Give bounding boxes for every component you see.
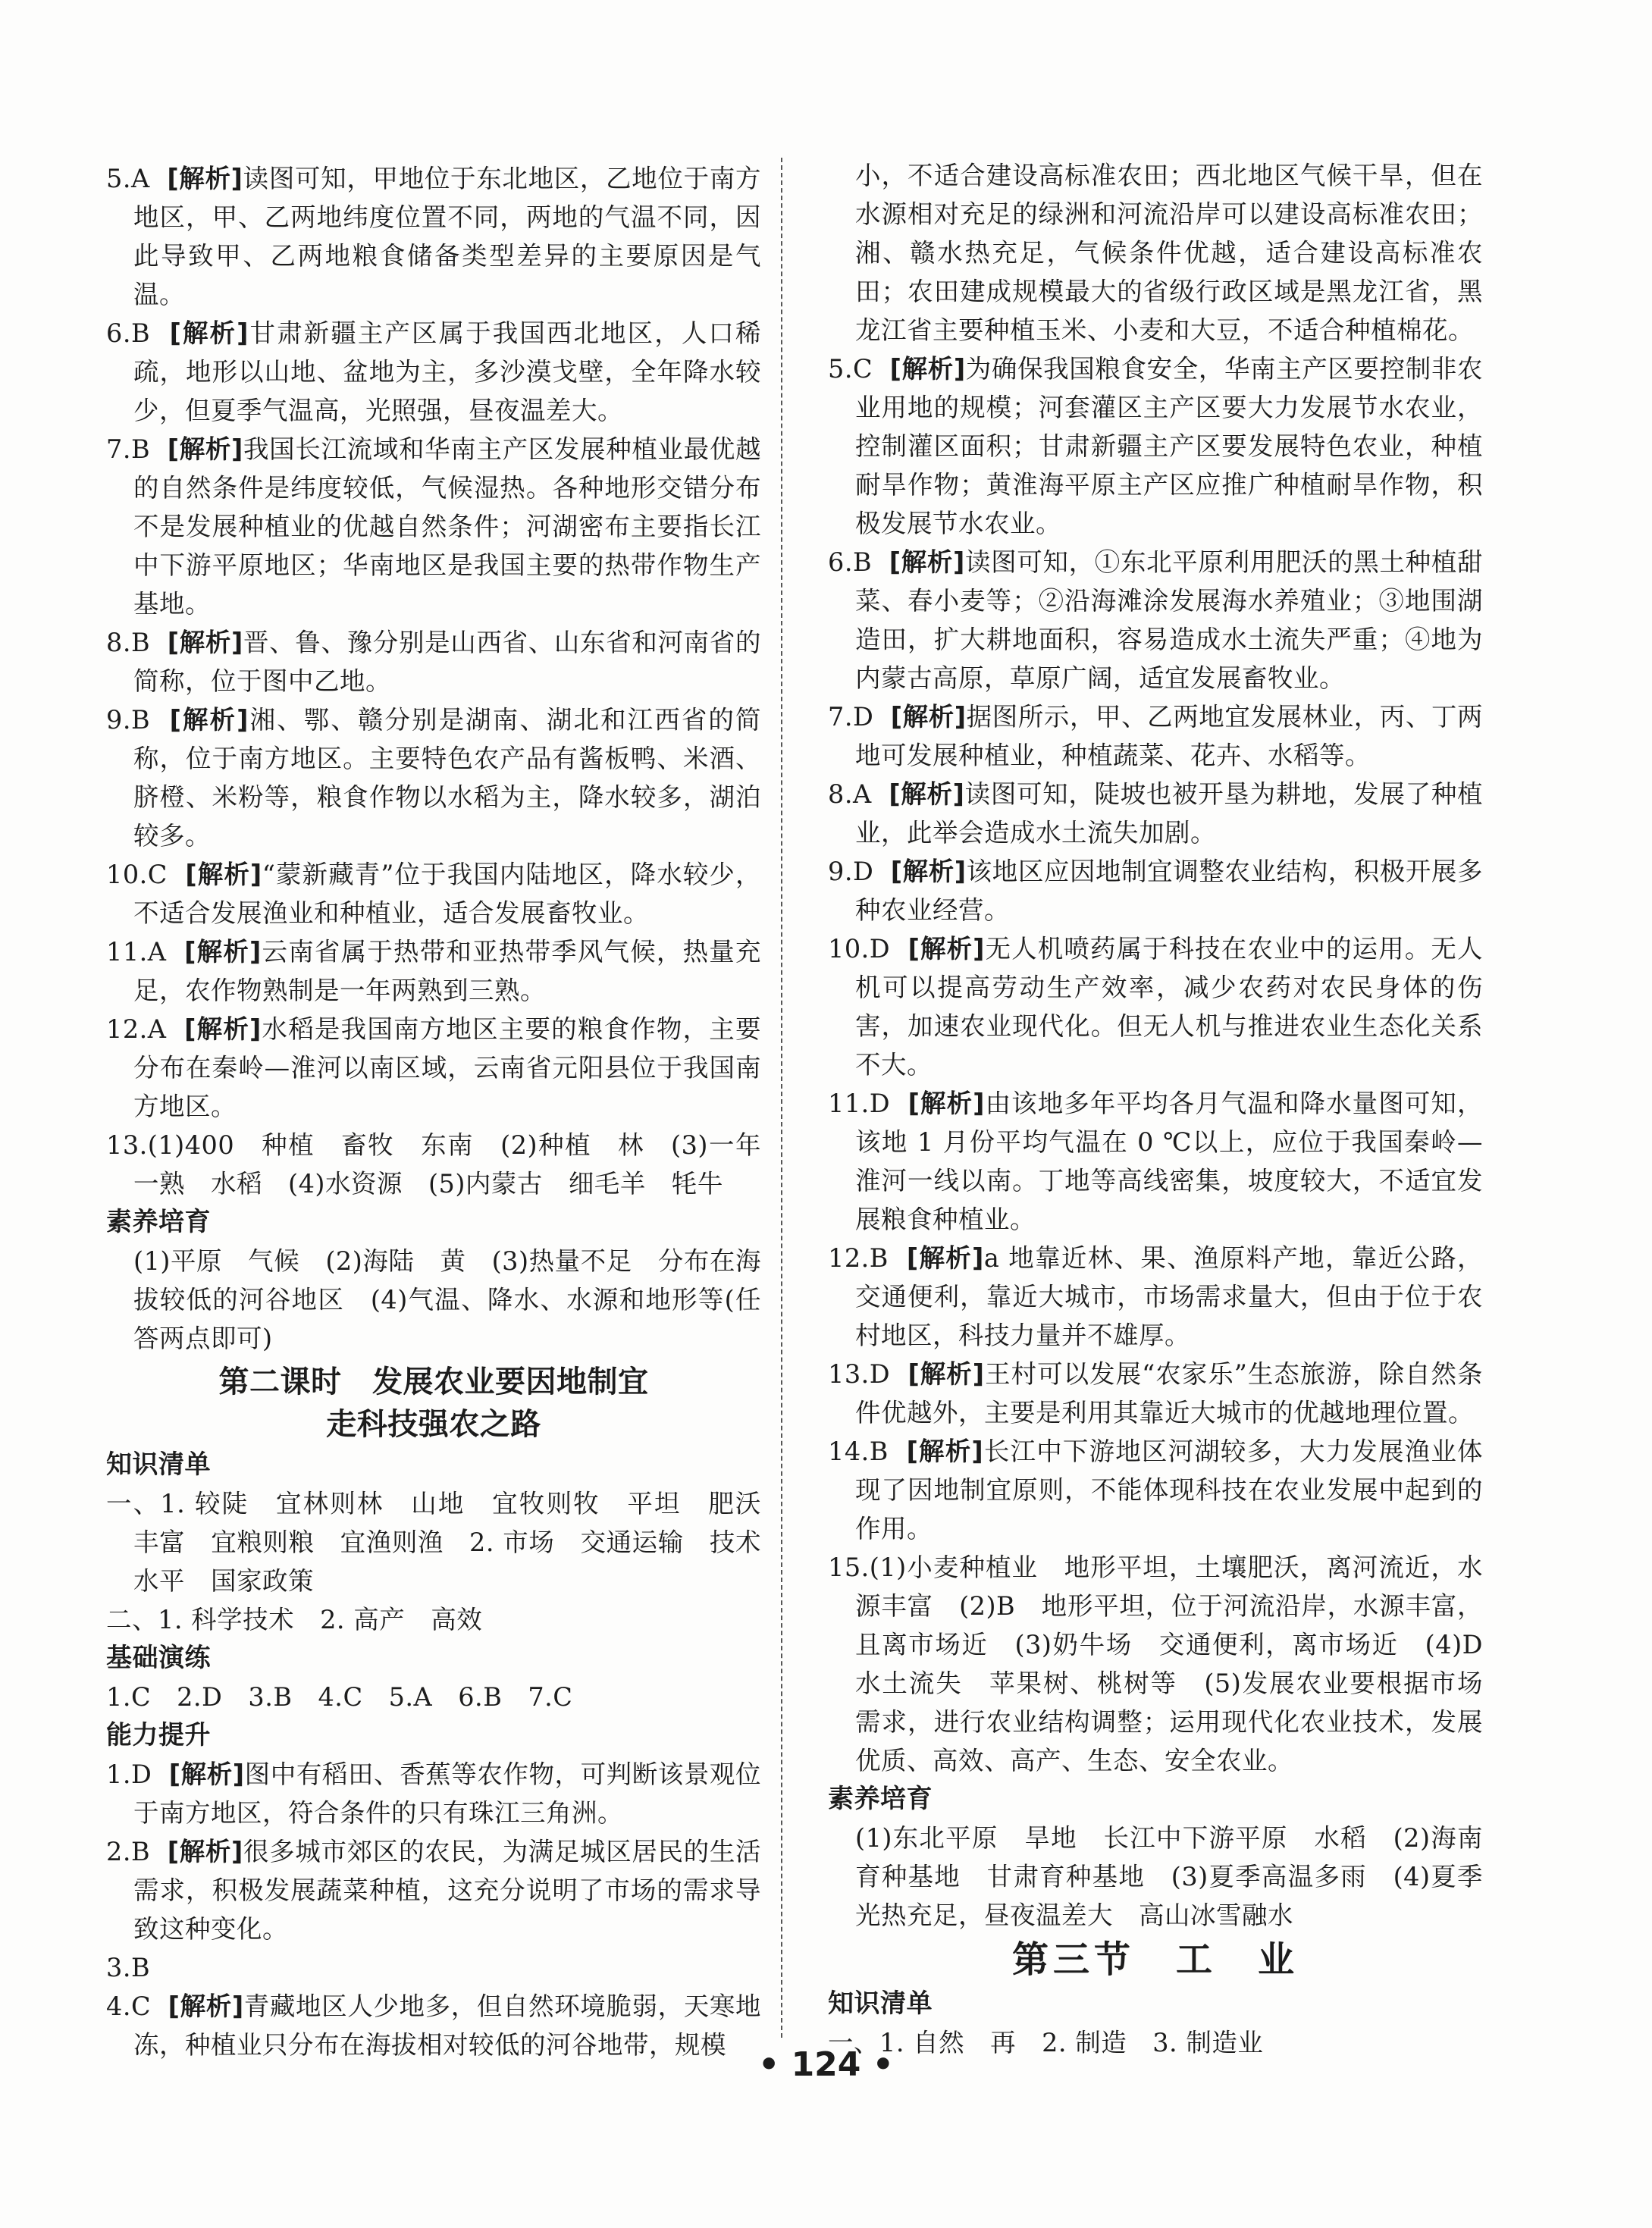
nengli-item-13: 13.D [解析]王村可以发展“农家乐”生态旅游，除自然条件优越外，主要是利用其靠近大城市的优越地理位置。 [828, 1359, 1483, 1427]
nengli-item-4: 4.C [解析]青藏地区人少地多，但自然环境脆弱，天寒地冻，种植业只分布在海拔相对较低的河谷地带，规模 [106, 1991, 762, 2060]
nengli-item-8: 8.A [解析]读图可知，陡坡也被开垦为耕地，发展了种植业，此举会造成水土流失加剧。 [828, 779, 1483, 848]
suyang-answers-right: (1)东北平原 旱地 长江中下游平原 水稻 (2)海南育种基地 甘肃育种基地 (3)夏季高温多雨 (4)夏季光热充足，昼夜温差大 高山冰雪融水 [855, 1823, 1483, 1930]
zhishi-item-2: 二、1. 科学技术 2. 高产 高效 [106, 1605, 483, 1634]
section-head-nengli: 能力提升 [106, 1720, 211, 1750]
section-head-zhishi: 知识清单 [106, 1449, 211, 1480]
nengli-item-12: 12.B [解析]a 地靠近林、果、渔原料产地，靠近公路，交通便利，靠近大城市，市场需求量大，但由于位于农村地区，科技力量并不雄厚。 [828, 1243, 1483, 1350]
answer-item-6: 6.B [解析]甘肃新疆主产区属于我国西北地区，人口稀疏，地形以山地、盆地为主，多沙漠戈壁，全年降水较少，但夏季气温高，光照强，昼夜温差大。 [106, 318, 761, 425]
section-head-zhishi-right: 知识清单 [828, 1988, 933, 2019]
lesson-title-line1: 第二课时 发展农业要因地制宜 [218, 1365, 649, 1399]
answer-item-10: 10.C [解析]“蒙新藏青”位于我国内陆地区，降水较少，不适合发展渔业和种植业，适合发展畜牧业。 [106, 860, 761, 928]
page-number: • 124 • [758, 2045, 894, 2084]
jichu-answers: 1.C 2.D 3.B 4.C 5.A 6.B 7.C [106, 1682, 573, 1712]
nengli-item-5: 5.C [解析]为确保我国粮食安全，华南主产区要控制非农业用地的规模；河套灌区主产区要大力发展节水农业，控制灌区面积；甘肃新疆主产区要发展特色农业，种植耐旱作物；黄淮海平原主产区应推广种植耐旱作物，积极发展节水农业。 [828, 354, 1484, 538]
nengli-item-6: 6.B [解析]读图可知，①东北平原利用肥沃的黑土种植甜菜、春小麦等；②沿海滩涂发展海水养殖业；③地围湖造田，扩大耕地面积，容易造成水土流失严重；④地为内蒙古高原，草原广阔，适宜发展畜牧业。 [828, 547, 1484, 693]
nengli-item-7: 7.D [解析]据图所示，甲、乙两地宜发展林业，丙、丁两地可发展种植业，种植蔬菜、花卉、水稻等。 [828, 702, 1483, 770]
answer-item-7: 7.B [解析]我国长江流域和华南主产区发展种植业最优越的自然条件是纬度较低，气候湿热。各种地形交错分布不是发展种植业的优越自然条件；河湖密布主要指长江中下游平原地区；华南地区是我国主要的热带作物生产基地。 [106, 434, 762, 619]
section-title: 第三节 工 业 [1011, 1938, 1299, 1981]
answer-item-9: 9.B [解析]湘、鄂、赣分别是湖南、湖北和江西省的简称，位于南方地区。主要特色农产品有酱板鸭、米酒、脐橙、米粉等，粮食作物以水稻为主，降水较多，湖泊较多。 [106, 705, 761, 851]
answer-item-12: 12.A [解析]水稻是我国南方地区主要的粮食作物，主要分布在秦岭—淮河以南区域，云南省元阳县位于我国南方地区。 [106, 1014, 761, 1121]
section-head-suyang-right: 素养培育 [828, 1784, 933, 1814]
zhishi-item-1: 一、1. 较陡 宜林则林 山地 宜牧则牧 平坦 肥沃 丰富 宜粮则粮 宜渔则渔 2. 市场 交通运输 技术水平 国家政策 [106, 1489, 787, 1596]
section-head-jichu: 基础演练 [106, 1643, 211, 1673]
zhishi-item-right-1: 一、1. 自然 再 2. 制造 3. 制造业 [828, 2028, 1264, 2057]
nengli-item-15: 15.(1)小麦种植业 地形平坦，土壤肥沃，离河流近，水源丰富 (2)B 地形平坦，位于河流沿岸，水源丰富，且离市场近 (3)奶牛场 交通便利，离市场近 (4)D 水土流失 苹果树、桃树等 (5)发展农业要根据市场需求，进行农业结构调整；运用现代化农业技术，发展优质、高效、高产、生态、安全农业。 [828, 1553, 1509, 1775]
nengli-item-11: 11.D [解析]由该地多年平均各月气温和降水量图可知，该地 1 月份平均气温在 0 ℃以上，应位于我国秦岭—淮河一线以南。丁地等高线密集，坡度较大，不适宜发展粮食种植业。 [828, 1089, 1484, 1234]
left-column [106, 159, 787, 2064]
nengli-item-10: 10.D [解析]无人机喷药属于科技在农业中的运用。无人机可以提高劳动生产效率，减少农药对农民身体的伤害，加速农业现代化。但无人机与推进农业生态化关系不大。 [828, 934, 1484, 1080]
section-head-suyang: 素养培育 [106, 1207, 211, 1237]
nengli-item-4-continued: 小，不适合建设高标准农田；西北地区气候干旱，但在水源相对充足的绿洲和河流沿岸可以建设高标准农田；湘、赣水热充足，气候条件优越，适合建设高标准农田；农田建成规模最大的省级行政区域是黑龙江省，黑龙江省主要种植玉米、小麦和大豆，不适合种植棉花。 [855, 161, 1483, 345]
right-column [828, 156, 1509, 2062]
nengli-item-14: 14.B [解析]长江中下游地区河湖较多，大力发展渔业体现了因地制宜原则，不能体现科技在农业发展中起到的作用。 [828, 1437, 1483, 1543]
answer-item-13: 13.(1)400 种植 畜牧 东南 (2)种植 林 (3)一年一熟 水稻 (4)水资源 (5)内蒙古 细毛羊 牦牛 [106, 1130, 761, 1199]
answer-item-11: 11.A [解析]云南省属于热带和亚热带季风气候，热量充足，农作物熟制是一年两熟到三熟。 [106, 937, 761, 1005]
nengli-item-3: 3.B [106, 1953, 151, 1982]
answer-item-5: 5.A [解析]读图可知，甲地位于东北地区，乙地位于南方地区，甲、乙两地纬度位置不同，两地的气温不同，因此导致甲、乙两地粮食储备类型差异的主要原因是气温。 [106, 164, 761, 309]
lesson-title-line2: 走科技强农之路 [326, 1407, 541, 1442]
nengli-item-9: 9.D [解析]该地区应因地制宜调整农业结构，积极开展多种农业经营。 [828, 857, 1483, 925]
suyang-answers: (1)平原 气候 (2)海陆 黄 (3)热量不足 分布在海拔较低的河谷地区 (4)气温、降水、水源和地形等(任答两点即可) [133, 1246, 761, 1353]
column-divider [781, 158, 784, 2038]
nengli-item-1: 1.D [解析]图中有稻田、香蕉等农作物，可判断该景观位于南方地区，符合条件的只有珠江三角洲。 [106, 1760, 761, 1828]
answer-item-8: 8.B [解析]晋、鲁、豫分别是山西省、山东省和河南省的简称，位于图中乙地。 [106, 628, 762, 696]
nengli-item-2: 2.B [解析]很多城市郊区的农民，为满足城区居民的生活需求，积极发展蔬菜种植，这充分说明了市场的需求导致这种变化。 [106, 1837, 762, 1944]
